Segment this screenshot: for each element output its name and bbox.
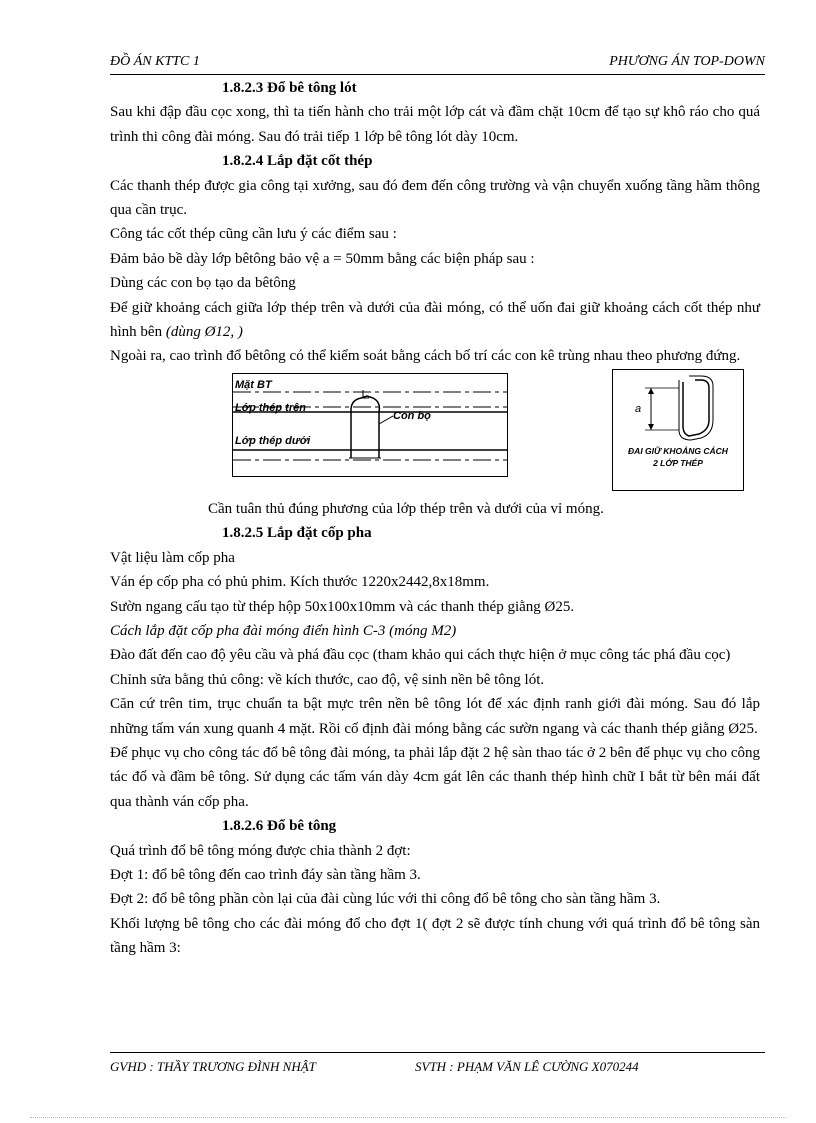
paragraph: Các thanh thép được gia công tại xưởng, sau đó đem đến công trường và vận chuyển xuống tầng hầm thông qua cần trục. [110, 177, 760, 219]
figure-spacer-stirrup [612, 369, 744, 491]
label-mat-bt: Mặt BT [235, 378, 272, 391]
paragraph: Căn cứ trên tim, trục chuẩn ta bật mực trên nền bê tông lót để xác định ranh giới đài móng. Sau đó lắp những tấm ván xung quanh 4 mặt. Rồi cố định đài móng bằng các sườn ngang và các thanh thép giằng Ø25. [110, 696, 760, 737]
paragraph: Sau khi đập đầu cọc xong, thì ta tiến hành cho trải một lớp cát và đầm chặt 10cm để tạo sự khô ráo cho quá trình thi công đài móng. Sau đó trải tiếp 1 lớp bê tông lót dày 10cm. [110, 104, 760, 145]
paragraph: Sườn ngang cấu tạo từ thép hộp 50x100x10mm và các thanh thép giằng Ø25. [110, 598, 575, 615]
label-dim-a: a [635, 402, 642, 415]
heading-1-8-2-4: 1.8.2.4 Lắp đặt cốt thép [222, 153, 373, 170]
page-bottom-divider [30, 1117, 786, 1118]
paragraph: Ván ép cốp pha có phủ phim. Kích thước 1220x2442,8x18mm. [110, 574, 490, 591]
label-lop-thep-duoi: Lớp thép dưới [235, 434, 311, 447]
page-body [110, 76, 760, 961]
paragraph: Đảm bảo bề dày lớp bêtông bảo vệ a = 50mm bằng các biện pháp sau : [110, 250, 535, 267]
footer-student: SVTH : PHẠM VĂN LÊ CƯỜNG X070244 [415, 1059, 639, 1074]
paragraph: Vật liệu làm cốp pha [110, 549, 235, 566]
footer-instructor: GVHD : THẦY TRƯƠNG ĐÌNH NHẬT [110, 1059, 316, 1074]
paragraph: Đợt 2: đổ bê tông phần còn lại của đài cùng lúc với thi công đổ bê tông cho sàn tầng hầm 3. [110, 891, 661, 908]
header-course: ĐỒ ÁN KTTC 1 [110, 54, 200, 69]
paragraph: Dùng các con bọ tạo da bêtông [110, 275, 296, 292]
label-stirrup-1: ĐAI GIỮ KHOẢNG CÁCH [628, 445, 728, 456]
paragraph-subheading: Cách lắp đặt cốp pha đài móng điển hình C-3 (móng M2) [110, 622, 457, 639]
paragraph: Ngoài ra, cao trình đổ bêtông có thể kiểm soát bằng cách bố trí các con kê trùng nhau theo phương đứng. [110, 348, 741, 365]
paragraph: Đào đất đến cao độ yêu cầu và phá đầu cọc (tham khảo qui cách thực hiện ở mục công tác phá đầu cọc) [110, 647, 731, 664]
paragraph: Chỉnh sửa bằng thủ công: về kích thước, cao độ, vệ sinh nền bê tông lót. [110, 671, 545, 688]
header-topic: PHƯƠNG ÁN TOP-DOWN [609, 54, 765, 69]
paragraph-note: (dùng Ø12, ) [165, 324, 243, 341]
label-lop-thep-tren: Lớp thép trên [235, 401, 306, 414]
heading-1-8-2-5: 1.8.2.5 Lắp đặt cốp pha [222, 525, 372, 542]
figure-rebar-layers [232, 373, 508, 477]
label-stirrup-2: 2 LỚP THÉP [653, 457, 703, 468]
heading-1-8-2-3: 1.8.2.3 Đổ bê tông lót [222, 80, 357, 96]
rebar-layers-drawing [233, 374, 507, 476]
heading-1-8-2-6: 1.8.2.6 Đổ bê tông [222, 818, 337, 835]
paragraph: Công tác cốt thép cũng cần lưu ý các điểm sau : [110, 226, 397, 243]
spacer-stirrup-drawing [613, 370, 743, 490]
paragraph [110, 296, 760, 345]
paragraph-text: Để giữ khoảng cách giữa lớp thép trên và dưới của đài móng, có thể uốn đai giữ khoảng cách cốt thép như hình bên [110, 299, 760, 341]
figures-row [110, 369, 760, 497]
label-con-bo: Con bọ [393, 409, 431, 422]
paragraph: Để phục vụ cho công tác đổ bê tông đài móng, ta phải lắp đặt 2 hệ sàn thao tác ở 2 bên để phục vụ cho công tác đổ và đầm bê tông. Sử dụng các tấm ván dày 4cm gát lên các thanh thép hình chữ I bắt từ bên mái đất qua thành ván cốp pha. [110, 744, 760, 810]
page-header [110, 52, 765, 75]
figure-caption: Cần tuân thủ đúng phương của lớp thép trên và dưới của vỉ móng. [208, 500, 604, 517]
paragraph: Quá trình đổ bê tông móng được chia thành 2 đợt: [110, 842, 411, 859]
page-footer [110, 1052, 765, 1077]
paragraph: Đợt 1: đổ bê tông đến cao trình đáy sàn tầng hầm 3. [110, 866, 421, 883]
paragraph: Khối lượng bê tông cho các đài móng đổ cho đợt 1( đợt 2 sẽ được tính chung với quá trình đổ bê tông sàn tầng hầm 3: [110, 915, 760, 957]
